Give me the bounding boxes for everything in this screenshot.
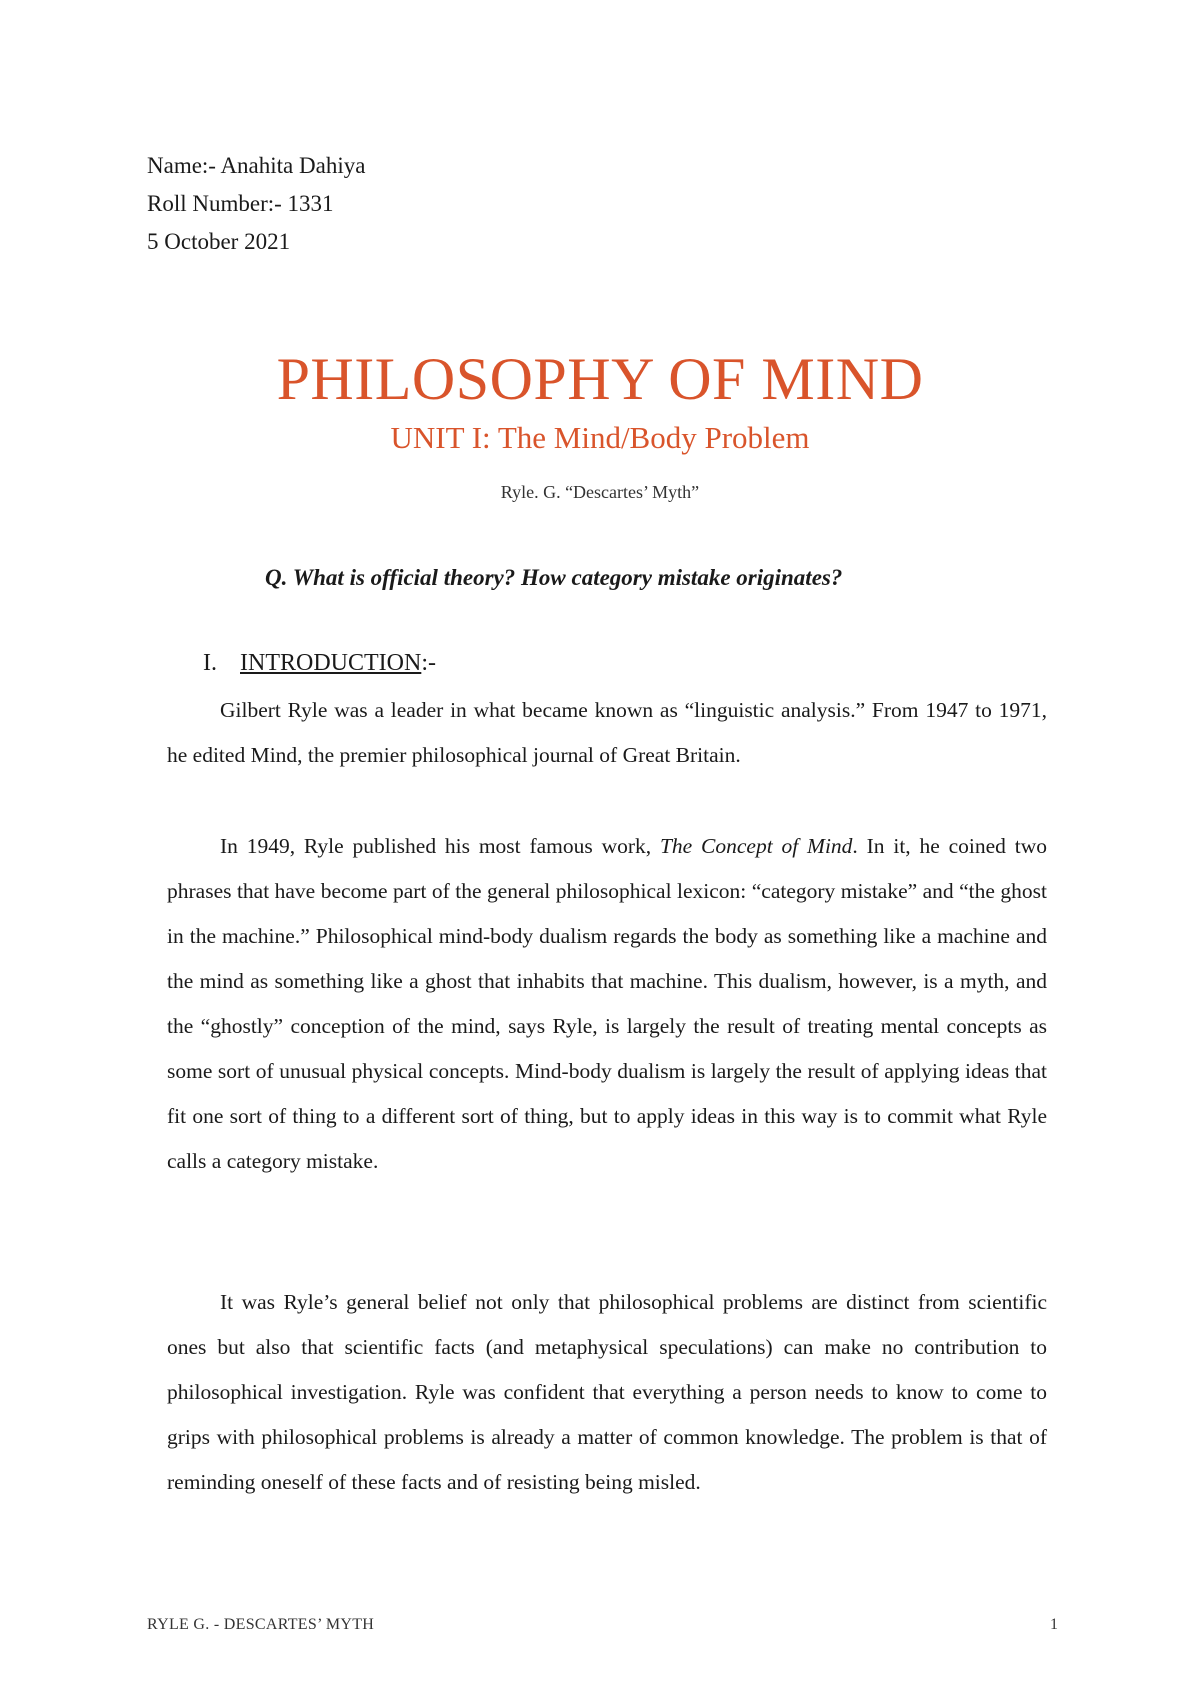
source-reference: Ryle. G. “Descartes’ Myth”: [500, 482, 700, 502]
author-info: [147, 147, 365, 261]
paragraph-text: In 1949, Ryle published his most famous work,: [220, 834, 660, 858]
paragraph-intro: Gilbert Ryle was a leader in what became known as “linguistic analysis.” From 1947 to 1971, he edited Mind, the premier philosophical journal of Great Britain.: [167, 698, 1047, 767]
section-number: I.: [203, 650, 217, 676]
roll-number: Roll Number:- 1331: [147, 191, 334, 216]
section-label: INTRODUCTION: [240, 650, 422, 676]
document-title: PHILOSOPHY OF MIND: [276, 346, 924, 412]
book-title: The Concept of Mind: [659, 834, 853, 858]
page-number: 1: [1050, 1616, 1058, 1633]
section-heading: [203, 647, 436, 679]
paragraph-general-belief: It was Ryle’s general belief not only that philosophical problems are distinct from scientific ones but also that scientific facts (and metaphysical speculations) can make no contribution to philosophical investigation. Ryle was confident that everything a person needs to know to come to grips with philosophical problems is already a matter of common knowledge. The problem is that of reminding oneself of these facts and of resisting being misled.: [167, 1290, 1047, 1494]
question-heading: Q. What is official theory? How category mistake originates?: [265, 565, 843, 590]
paragraph-text: . In it, he coined two phrases that have become part of the general philosophical lexicon: “category mistake” and “the ghost in the machine.” Philosophical mind-body dualism regards the body as something like a machine and the mind as something like a ghost that inhabits that machine. This dualism, however, is a myth, and the “ghostly” conception of the mind, says Ryle, is largely the result of treating mental concepts as some sort of unusual physical concepts. Mind-body dualism is largely the result of applying ideas that fit one sort of thing to a different sort of thing, but to apply ideas in this way is to commit what Ryle calls a category mistake.: [167, 834, 1047, 1173]
paragraph-concept-of-mind: [167, 824, 1047, 1184]
footer-running-title: RYLE G. - DESCARTES’ MYTH: [147, 1616, 375, 1633]
section-suffix: :-: [421, 650, 436, 676]
student-name: Name:- Anahita Dahiya: [147, 153, 366, 178]
unit-subtitle: UNIT I: The Mind/Body Problem: [390, 420, 810, 455]
document-date: 5 October 2021: [147, 229, 291, 254]
